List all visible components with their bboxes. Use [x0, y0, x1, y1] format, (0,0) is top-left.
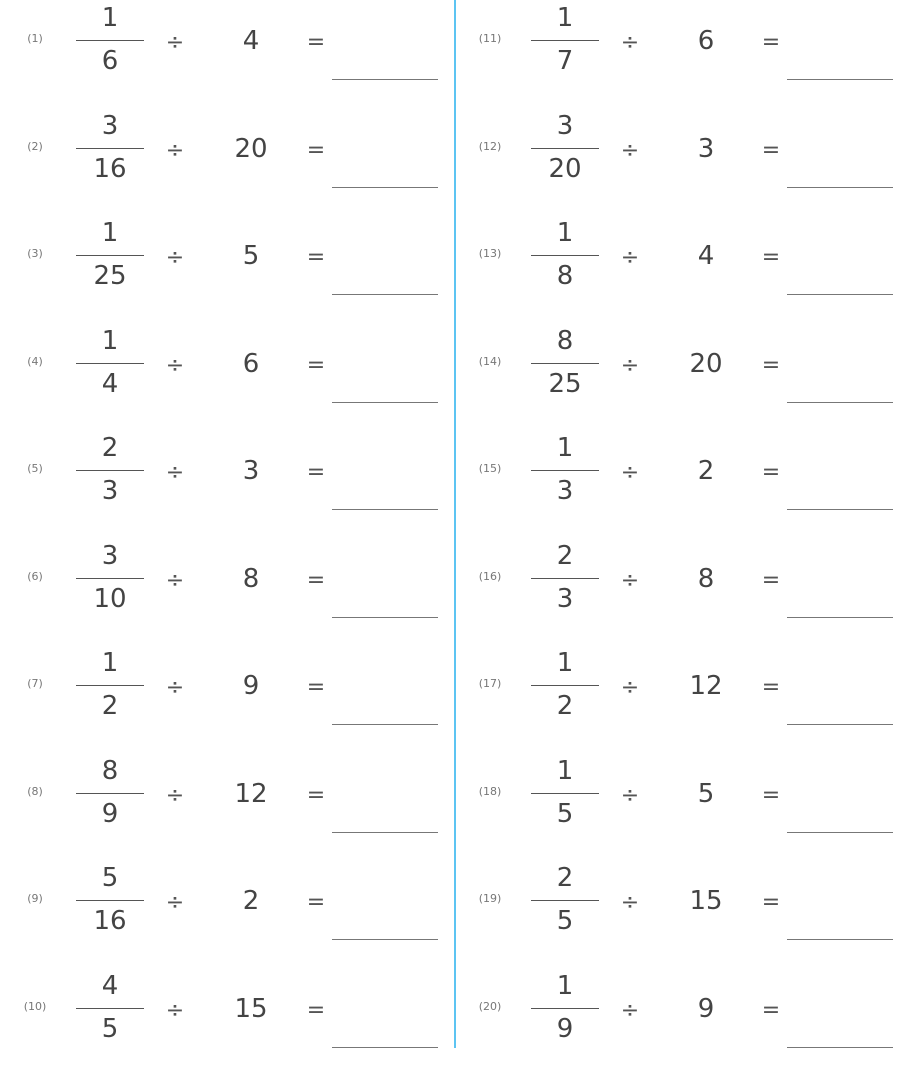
problem-number: (7) — [27, 677, 43, 690]
problem-row — [455, 968, 915, 1075]
problem-number: (9) — [27, 892, 43, 905]
answer-blank[interactable] — [332, 617, 438, 618]
equals-sign: = — [306, 782, 326, 808]
answer-blank[interactable] — [787, 724, 893, 725]
fraction-bar — [76, 40, 144, 41]
divide-sign: ÷ — [165, 245, 185, 270]
fraction-bar — [531, 363, 599, 364]
problem-number: (10) — [23, 999, 47, 1013]
answer-blank[interactable] — [787, 939, 893, 940]
problem-row — [0, 538, 460, 646]
equals-sign: = — [761, 567, 781, 593]
divisor: 4 — [242, 26, 260, 56]
problem-number: (8) — [27, 784, 43, 798]
divisor: 6 — [697, 26, 715, 56]
fraction-bar — [531, 470, 599, 471]
divisor: 20 — [234, 133, 268, 164]
divisor: 12 — [234, 778, 268, 809]
fraction-bar — [76, 900, 144, 901]
fraction-denominator: 20 — [548, 153, 582, 184]
divisor: 3 — [242, 456, 260, 486]
problem-row — [455, 430, 915, 538]
equals-sign: = — [761, 30, 781, 55]
problem-number: (3) — [27, 247, 43, 260]
fraction-denominator: 16 — [93, 906, 127, 936]
equals-sign: = — [306, 675, 326, 700]
answer-blank[interactable] — [787, 79, 893, 80]
problem-number: (6) — [27, 569, 43, 583]
fraction-denominator: 3 — [101, 476, 119, 506]
divisor: 3 — [697, 133, 715, 164]
problem-number: (12) — [478, 139, 502, 153]
problem-row — [455, 860, 915, 968]
fraction — [531, 323, 599, 403]
fraction-bar — [76, 363, 144, 364]
fraction-numerator: 1 — [556, 433, 574, 463]
fraction-numerator: 1 — [556, 970, 574, 1001]
fraction-numerator: 2 — [556, 540, 574, 571]
answer-blank[interactable] — [332, 832, 438, 833]
divisor: 9 — [242, 671, 260, 701]
fraction-numerator: 1 — [556, 648, 574, 678]
divide-sign: ÷ — [165, 352, 185, 378]
fraction — [531, 968, 599, 1048]
fraction-bar — [76, 793, 144, 794]
fraction-bar — [76, 685, 144, 686]
fraction-bar — [76, 1008, 144, 1009]
fraction — [76, 645, 144, 725]
problem-number: (11) — [478, 32, 502, 45]
fraction-denominator: 16 — [93, 153, 127, 184]
equals-sign: = — [306, 245, 326, 270]
divisor: 20 — [689, 348, 723, 379]
fraction-denominator: 6 — [101, 46, 119, 76]
fraction-numerator: 2 — [556, 863, 574, 893]
answer-blank[interactable] — [787, 617, 893, 618]
fraction-bar — [76, 470, 144, 471]
divisor: 4 — [697, 241, 715, 271]
fraction-bar — [531, 40, 599, 41]
problem-row — [0, 430, 460, 538]
problem-number: (14) — [478, 354, 502, 368]
fraction-denominator: 3 — [556, 583, 574, 614]
fraction-numerator: 4 — [101, 970, 119, 1001]
fraction-bar — [76, 148, 144, 149]
divide-sign: ÷ — [165, 675, 185, 700]
answer-blank[interactable] — [332, 939, 438, 940]
fraction-denominator: 2 — [556, 691, 574, 721]
fraction — [531, 860, 599, 940]
equals-sign: = — [306, 567, 326, 593]
fraction — [531, 645, 599, 725]
fraction-denominator: 3 — [556, 476, 574, 506]
fraction-bar — [76, 578, 144, 579]
fraction-numerator: 2 — [101, 433, 119, 463]
divide-sign: ÷ — [165, 997, 185, 1023]
fraction-bar — [531, 685, 599, 686]
fraction — [76, 323, 144, 403]
fraction — [76, 430, 144, 510]
divide-sign: ÷ — [620, 137, 640, 163]
divide-sign: ÷ — [165, 460, 185, 485]
divisor: 5 — [697, 778, 715, 809]
problem-row — [0, 215, 460, 323]
fraction-numerator: 8 — [101, 755, 119, 786]
divide-sign: ÷ — [620, 675, 640, 700]
equals-sign: = — [761, 890, 781, 915]
equals-sign: = — [306, 352, 326, 378]
fraction — [531, 753, 599, 833]
problem-row — [455, 0, 915, 108]
fraction — [531, 215, 599, 295]
problem-number: (1) — [27, 32, 43, 45]
divide-sign: ÷ — [620, 782, 640, 808]
divisor: 8 — [242, 563, 260, 594]
fraction-numerator: 1 — [556, 3, 574, 33]
equals-sign: = — [306, 137, 326, 163]
fraction-numerator: 1 — [556, 218, 574, 248]
fraction-numerator: 3 — [556, 110, 574, 141]
answer-blank[interactable] — [787, 402, 893, 403]
problem-row — [455, 753, 915, 861]
divisor: 5 — [242, 241, 260, 271]
divide-sign: ÷ — [620, 567, 640, 593]
problem-number: (2) — [27, 139, 43, 153]
fraction-numerator: 1 — [101, 3, 119, 33]
answer-blank[interactable] — [332, 187, 438, 188]
equals-sign: = — [761, 460, 781, 485]
problem-number: (4) — [27, 354, 43, 368]
fraction-numerator: 1 — [101, 325, 119, 356]
divide-sign: ÷ — [165, 890, 185, 915]
fraction-denominator: 25 — [548, 368, 582, 399]
fraction — [76, 860, 144, 940]
problem-number: (17) — [478, 677, 502, 690]
equals-sign: = — [761, 352, 781, 378]
divide-sign: ÷ — [165, 567, 185, 593]
fraction-numerator: 1 — [101, 648, 119, 678]
fraction-denominator: 5 — [556, 906, 574, 936]
fraction — [76, 108, 144, 188]
fraction — [531, 0, 599, 80]
equals-sign: = — [306, 890, 326, 915]
fraction-numerator: 8 — [556, 325, 574, 356]
fraction-numerator: 1 — [556, 755, 574, 786]
fraction-bar — [531, 148, 599, 149]
answer-blank[interactable] — [787, 1047, 893, 1048]
problem-row — [0, 323, 460, 431]
problem-number: (18) — [478, 784, 502, 798]
fraction-numerator: 1 — [101, 218, 119, 248]
fraction-bar — [531, 793, 599, 794]
divisor: 8 — [697, 563, 715, 594]
divisor: 15 — [234, 993, 268, 1024]
left-column — [0, 0, 460, 1075]
divisor: 6 — [242, 348, 260, 379]
problem-row — [0, 0, 460, 108]
fraction — [76, 968, 144, 1048]
answer-blank[interactable] — [332, 509, 438, 510]
problem-row — [0, 968, 460, 1075]
problem-number: (20) — [478, 999, 502, 1013]
fraction — [76, 215, 144, 295]
answer-blank[interactable] — [332, 1047, 438, 1048]
answer-blank[interactable] — [787, 187, 893, 188]
fraction-denominator: 10 — [93, 583, 127, 614]
fraction — [531, 538, 599, 618]
fraction-numerator: 3 — [101, 110, 119, 141]
divide-sign: ÷ — [620, 245, 640, 270]
answer-blank[interactable] — [787, 294, 893, 295]
divide-sign: ÷ — [165, 137, 185, 163]
problem-row — [455, 323, 915, 431]
equals-sign: = — [761, 137, 781, 163]
divide-sign: ÷ — [620, 30, 640, 55]
divisor: 15 — [689, 886, 723, 916]
problem-number: (16) — [478, 569, 502, 583]
fraction-denominator: 9 — [556, 1013, 574, 1044]
fraction — [531, 430, 599, 510]
fraction-bar — [531, 1008, 599, 1009]
divisor: 2 — [242, 886, 260, 916]
problem-number: (13) — [478, 247, 502, 260]
divide-sign: ÷ — [165, 30, 185, 55]
divide-sign: ÷ — [620, 460, 640, 485]
problem-row — [0, 860, 460, 968]
problem-row — [455, 538, 915, 646]
fraction-bar — [531, 255, 599, 256]
answer-blank[interactable] — [332, 79, 438, 80]
fraction-bar — [531, 578, 599, 579]
fraction-numerator: 5 — [101, 863, 119, 893]
problem-row — [455, 645, 915, 753]
fraction-denominator: 2 — [101, 691, 119, 721]
equals-sign: = — [306, 460, 326, 485]
fraction — [76, 538, 144, 618]
equals-sign: = — [306, 997, 326, 1023]
fraction — [76, 0, 144, 80]
equals-sign: = — [761, 245, 781, 270]
divide-sign: ÷ — [620, 997, 640, 1023]
divide-sign: ÷ — [620, 890, 640, 915]
answer-blank[interactable] — [787, 509, 893, 510]
fraction-denominator: 25 — [93, 261, 127, 291]
problem-row — [0, 108, 460, 216]
answer-blank[interactable] — [332, 402, 438, 403]
divisor: 12 — [689, 671, 723, 701]
fraction-denominator: 5 — [556, 798, 574, 829]
answer-blank[interactable] — [787, 832, 893, 833]
fraction-denominator: 7 — [556, 46, 574, 76]
equals-sign: = — [761, 997, 781, 1023]
problem-row — [455, 108, 915, 216]
problem-row — [0, 753, 460, 861]
divisor: 2 — [697, 456, 715, 486]
equals-sign: = — [761, 782, 781, 808]
fraction-denominator: 8 — [556, 261, 574, 291]
equals-sign: = — [306, 30, 326, 55]
fraction-numerator: 3 — [101, 540, 119, 571]
fraction-bar — [76, 255, 144, 256]
divide-sign: ÷ — [620, 352, 640, 378]
problem-row — [455, 215, 915, 323]
equals-sign: = — [761, 675, 781, 700]
fraction-denominator: 5 — [101, 1013, 119, 1044]
answer-blank[interactable] — [332, 294, 438, 295]
problem-number: (5) — [27, 462, 43, 475]
fraction — [76, 753, 144, 833]
problem-number: (19) — [478, 892, 502, 905]
problem-number: (15) — [478, 462, 502, 475]
answer-blank[interactable] — [332, 724, 438, 725]
right-column — [455, 0, 915, 1075]
divisor: 9 — [697, 993, 715, 1024]
divide-sign: ÷ — [165, 782, 185, 808]
fraction-denominator: 4 — [101, 368, 119, 399]
fraction-bar — [531, 900, 599, 901]
fraction-denominator: 9 — [101, 798, 119, 829]
problem-row — [0, 645, 460, 753]
fraction — [531, 108, 599, 188]
